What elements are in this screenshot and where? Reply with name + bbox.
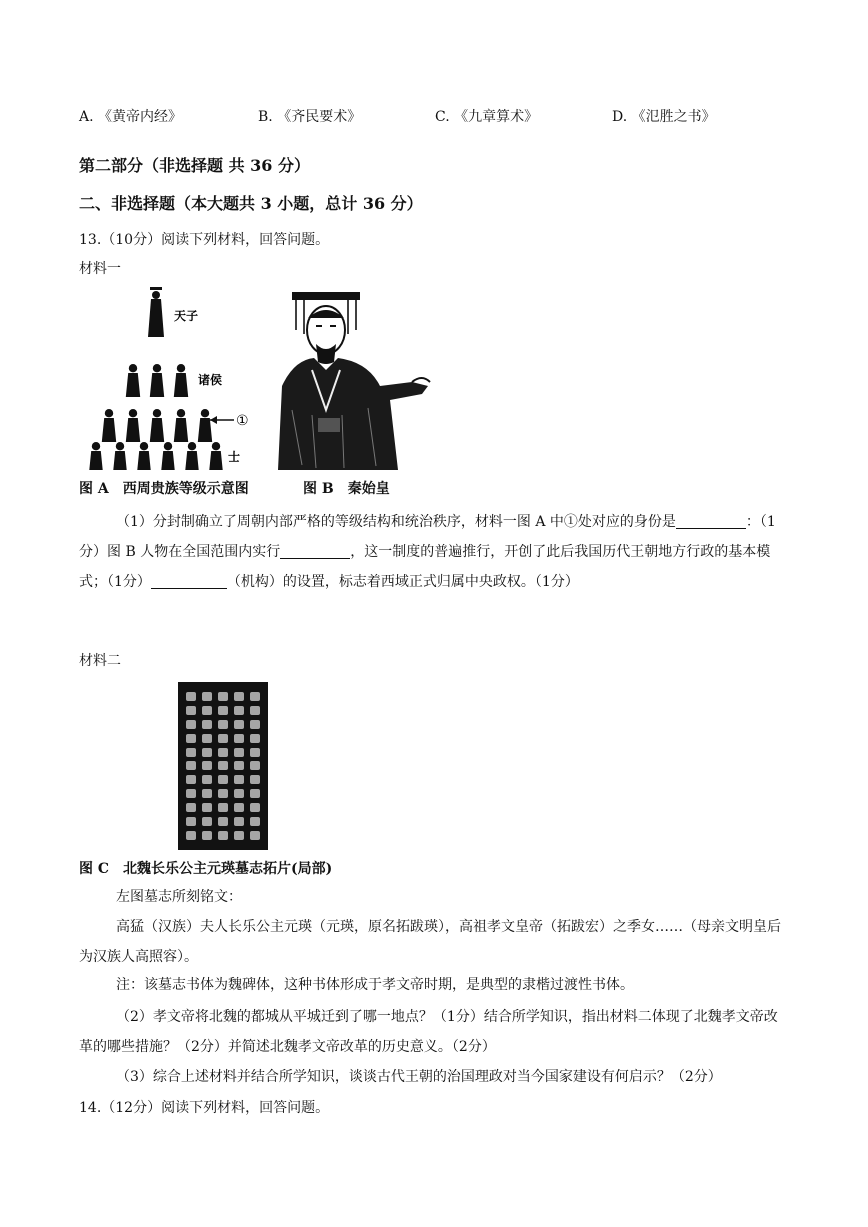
material1-label: 材料一 [79,261,121,277]
figure-b-portrait [272,290,432,472]
label-tianzi: 天子 [174,309,199,323]
label-marker-1: ① [236,413,249,429]
part2-title: 第二部分（非选择题 共 36 分） [79,156,310,175]
section-title: 二、非选择题（本大题共 3 小题，总计 36 分） [79,194,423,213]
q14-stem: 14.（12分）阅读下列材料，回答问题。 [79,1100,330,1116]
sub-question-3: （3）综合上述材料并结合所学知识，谈谈古代王朝的治国理政对当今国家建设有何启示？（2分） [116,1069,722,1085]
figure-a-pyramid [84,285,264,470]
q13-stem: 13.（10分）阅读下列材料，回答问题。 [79,232,330,248]
option-a: A. 《黄帝内经》 [79,109,183,125]
answer-blank-2[interactable] [280,542,350,559]
option-c: C. 《九章算术》 [435,109,539,125]
option-b: B. 《齐民要术》 [258,109,362,125]
sub-question-1: （1）分封制确立了周朝内部严格的等级结构和统治秩序，材料一图 A 中①处对应的身份是 ：（1分）图 B 人物在全国范围内实行 ，这一制度的普遍推行，开创了此后我国历代王朝地方行政的基本模式；（1分） （机构）的设置，标志着西域正式归属中央政权。（1分） [79,514,776,590]
figure-a-caption: 图 A 西周贵族等级示意图 [79,481,249,497]
inscription-intro: 左图墓志所刻铭文： [116,889,242,905]
figure-c-rubbing [178,682,268,850]
note-text: 注：该墓志书体为魏碑体，这种书体形成于孝文帝时期，是典型的隶楷过渡性书体。 [116,977,634,993]
inscription-text: 高猛（汉族）夫人长乐公主元瑛（元瑛，原名拓跋瑛），高祖孝文皇帝（拓跋宏）之季女……（母亲文明皇后为汉族人高照容）。 [79,919,781,965]
sub-question-2: （2）孝文帝将北魏的都城从平城迁到了哪一地点？（1分）结合所学知识，指出材料二体现了北魏孝文帝改革的哪些措施？（2分）并简述北魏孝文帝改革的历史意义。（2分） [79,1009,778,1055]
answer-blank-1[interactable] [676,512,746,529]
figure-b-caption: 图 B 秦始皇 [303,481,390,497]
figure-c-caption: 图 C 北魏长乐公主元瑛墓志拓片(局部) [79,861,333,877]
option-d: D. 《氾胜之书》 [612,109,716,125]
label-zhuhou: 诸侯 [198,373,223,387]
label-shi: 士 [228,450,241,464]
material2-label: 材料二 [79,653,121,669]
answer-blank-3[interactable] [151,572,227,589]
